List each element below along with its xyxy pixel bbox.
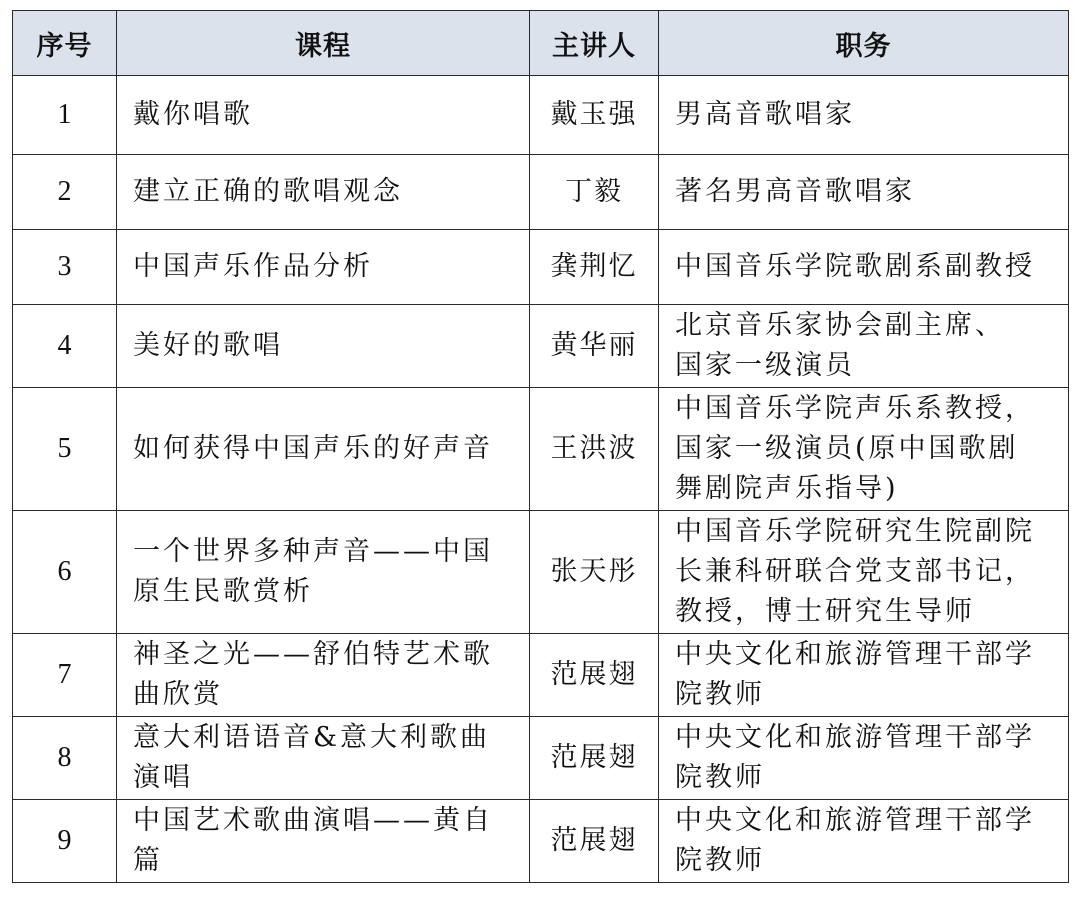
course-line: 原生民歌赏析	[133, 576, 313, 607]
cell-index: 7	[13, 634, 117, 717]
cell-title	[659, 388, 1069, 511]
cell-title	[659, 800, 1069, 883]
cell-speaker: 黄华丽	[530, 305, 659, 388]
course-line: 曲欣赏	[133, 679, 223, 710]
header-title: 职务	[659, 11, 1069, 76]
table-row	[13, 634, 1069, 717]
table-row	[13, 511, 1069, 634]
title-line: 院教师	[675, 679, 765, 710]
cell-index: 4	[13, 305, 117, 388]
title-line: 中央文化和旅游管理干部学	[675, 639, 1035, 670]
cell-title	[659, 634, 1069, 717]
course-line: 建立正确的歌唱观念	[133, 176, 403, 207]
cell-speaker: 龚荆忆	[530, 230, 659, 305]
title-line: 中国音乐学院研究生院副院	[675, 516, 1035, 547]
course-table	[12, 10, 1069, 883]
cell-course	[117, 511, 530, 634]
title-line: 院教师	[675, 762, 765, 793]
course-line: 中国艺术歌曲演唱——黄自	[133, 805, 493, 836]
table-row	[13, 388, 1069, 511]
table-row	[13, 76, 1069, 155]
cell-course	[117, 230, 530, 305]
table-row	[13, 800, 1069, 883]
cell-course	[117, 76, 530, 155]
header-row	[13, 11, 1069, 76]
cell-course	[117, 388, 530, 511]
cell-index: 8	[13, 717, 117, 800]
title-line: 北京音乐家协会副主席、	[675, 310, 1005, 341]
title-line: 著名男高音歌唱家	[675, 176, 915, 207]
cell-index: 1	[13, 76, 117, 155]
title-line: 中央文化和旅游管理干部学	[675, 722, 1035, 753]
course-line: 中国声乐作品分析	[133, 251, 373, 282]
title-line: 中央文化和旅游管理干部学	[675, 805, 1035, 836]
cell-speaker: 范展翅	[530, 800, 659, 883]
cell-speaker: 丁毅	[530, 155, 659, 230]
title-line: 国家一级演员(原中国歌剧	[675, 433, 1019, 464]
course-line: 意大利语语音&意大利歌曲	[133, 722, 491, 753]
course-table-container	[12, 10, 1068, 883]
course-line: 篇	[133, 845, 163, 876]
title-line: 院教师	[675, 845, 765, 876]
cell-title	[659, 155, 1069, 230]
cell-speaker: 王洪波	[530, 388, 659, 511]
title-line: 男高音歌唱家	[675, 99, 855, 130]
cell-speaker: 范展翅	[530, 717, 659, 800]
cell-course	[117, 800, 530, 883]
title-line: 教授，博士研究生导师	[675, 596, 975, 627]
table-row	[13, 717, 1069, 800]
cell-index: 2	[13, 155, 117, 230]
title-line: 中国音乐学院声乐系教授，	[675, 393, 1035, 424]
course-line: 美好的歌唱	[133, 330, 283, 361]
cell-title	[659, 76, 1069, 155]
course-line: 如何获得中国声乐的好声音	[133, 433, 493, 464]
course-line: 神圣之光——舒伯特艺术歌	[133, 639, 493, 670]
cell-index: 3	[13, 230, 117, 305]
table-body	[13, 76, 1069, 883]
table-row	[13, 305, 1069, 388]
cell-course	[117, 717, 530, 800]
course-line: 戴你唱歌	[133, 99, 253, 130]
cell-speaker: 范展翅	[530, 634, 659, 717]
title-line: 舞剧院声乐指导)	[675, 473, 899, 504]
cell-speaker: 戴玉强	[530, 76, 659, 155]
course-line: 一个世界多种声音——中国	[133, 536, 493, 567]
course-line: 演唱	[133, 762, 193, 793]
header-course: 课程	[117, 11, 530, 76]
header-speaker: 主讲人	[530, 11, 659, 76]
table-header	[13, 11, 1069, 76]
cell-index: 6	[13, 511, 117, 634]
title-line: 国家一级演员	[675, 350, 855, 381]
cell-index: 5	[13, 388, 117, 511]
cell-speaker: 张天彤	[530, 511, 659, 634]
cell-course	[117, 305, 530, 388]
cell-title	[659, 717, 1069, 800]
table-row	[13, 230, 1069, 305]
table-row	[13, 155, 1069, 230]
header-index: 序号	[13, 11, 117, 76]
cell-course	[117, 155, 530, 230]
cell-title	[659, 230, 1069, 305]
cell-title	[659, 305, 1069, 388]
cell-title	[659, 511, 1069, 634]
title-line: 长兼科研联合党支部书记，	[675, 556, 1035, 587]
title-line: 中国音乐学院歌剧系副教授	[675, 251, 1035, 282]
cell-course	[117, 634, 530, 717]
cell-index: 9	[13, 800, 117, 883]
